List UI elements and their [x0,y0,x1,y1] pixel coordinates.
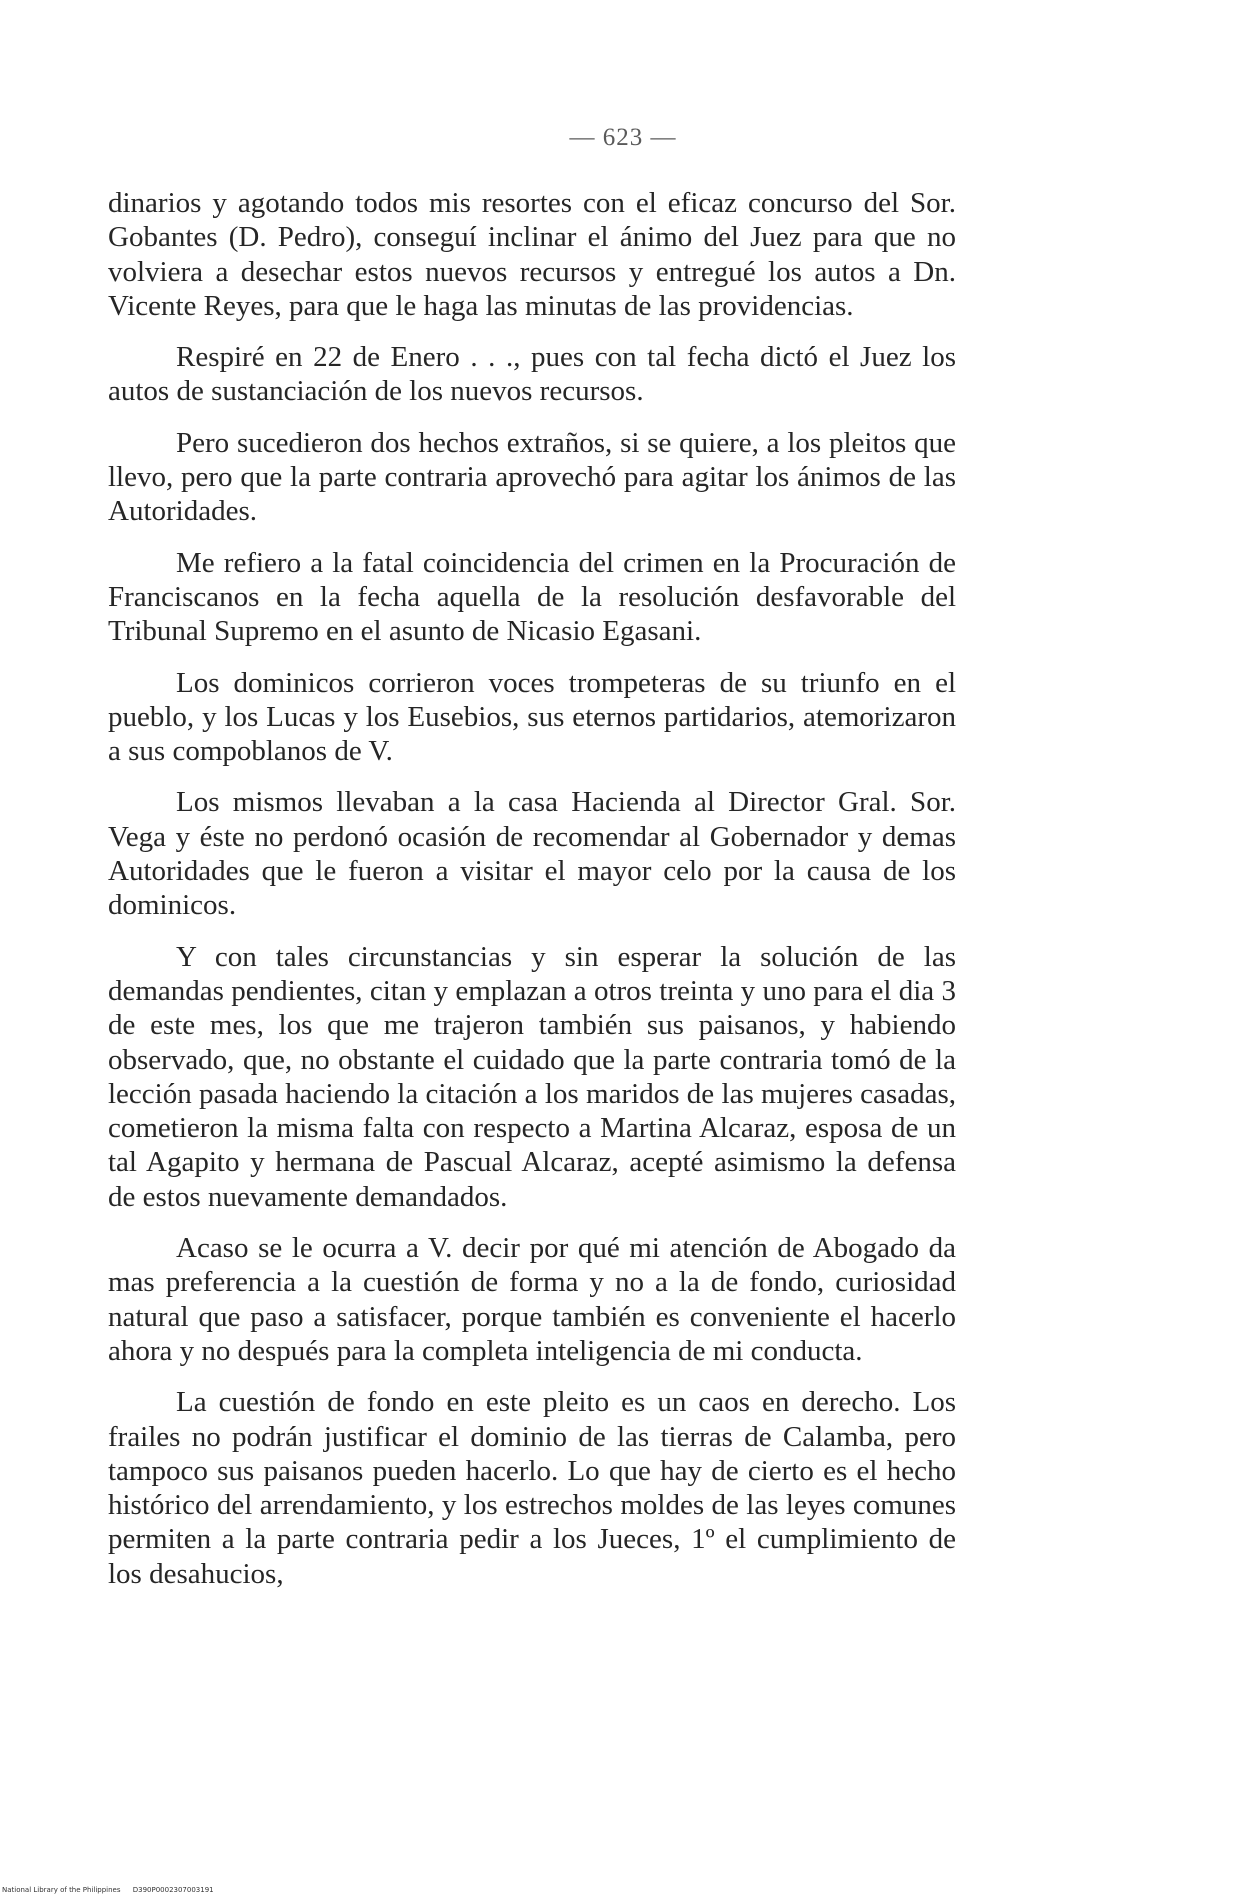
text-body [108,186,956,1608]
paragraph: Y con tales circunstancias y sin esperar la solución de las demandas pendientes, citan y emplazan a otros treinta y uno para el dia 3 de este mes, los que me trajeron también sus paisanos, y habiendo observado, que, no obstante el cuidado que la parte contraria tomó de la lección pasada haciendo la citación a los maridos de las mujeres casadas, cometieron la misma falta con respecto a Martina Alcaraz, esposa de un tal Agapito y hermana de Pascual Alcaraz, acepté asimismo la defensa de estos nuevamente demandados. [108,940,956,1213]
paragraph: Pero sucedieron dos hechos extraños, si se quiere, a los pleitos que llevo, pero que la parte contraria aprovechó para agitar los ánimos de las Autoridades. [108,426,956,528]
footer-code: D390P0002307003191 [132,1886,214,1894]
paragraph: Me refiero a la fatal coincidencia del crimen en la Procuración de Franciscanos en la fecha aquella de la resolución desfavorable del Tribunal Supremo en el asunto de Nicasio Egasani. [108,546,956,648]
paragraph: Los dominicos corrieron voces trompeteras de su triunfo en el pueblo, y los Lucas y los Eusebios, sus eternos partidarios, atemorizaron a sus compoblanos de V. [108,666,956,768]
paragraph: Los mismos llevaban a la casa Hacienda al Director Gral. Sor. Vega y éste no perdonó ocasión de recomendar al Gobernador y demas Autoridades que le fueron a visitar el mayor celo por la causa de los dominicos. [108,786,956,922]
paragraph: La cuestión de fondo en este pleito es un caos en derecho. Los frailes no podrán justificar el dominio de las tierras de Calamba, pero tampoco sus paisanos pueden hacerlo. Lo que hay de cierto es el hecho histórico del arrendamiento, y los estrechos moldes de las leyes comunes permiten a la parte contraria pedir a los Jueces, 1º el cumplimiento de los desahucios, [108,1386,956,1590]
paragraph: Respiré en 22 de Enero . . ., pues con tal fecha dictó el Juez los autos de sustanciación de los nuevos recursos. [108,341,956,408]
scan-footer [2,1886,214,1894]
paragraph: dinarios y agotando todos mis resortes con el eficaz concurso del Sor. Gobantes (D. Pedro), conseguí inclinar el ánimo del Juez para que no volviera a desechar estos nuevos recursos y entregué los autos a Dn. Vicente Reyes, para que le haga las minutas de las providencias. [108,187,956,322]
page-number: — 623 — [569,124,677,151]
footer-library: National Library of the Philippines [2,1886,121,1894]
paragraph: Acaso se le ocurra a V. decir por qué mi atención de Abogado da mas preferencia a la cuestión de forma y no a la de fondo, curiosidad natural que paso a satisfacer, porque también es conveniente el hacerlo ahora y no después para la completa inteligencia de mi conducta. [108,1232,956,1367]
